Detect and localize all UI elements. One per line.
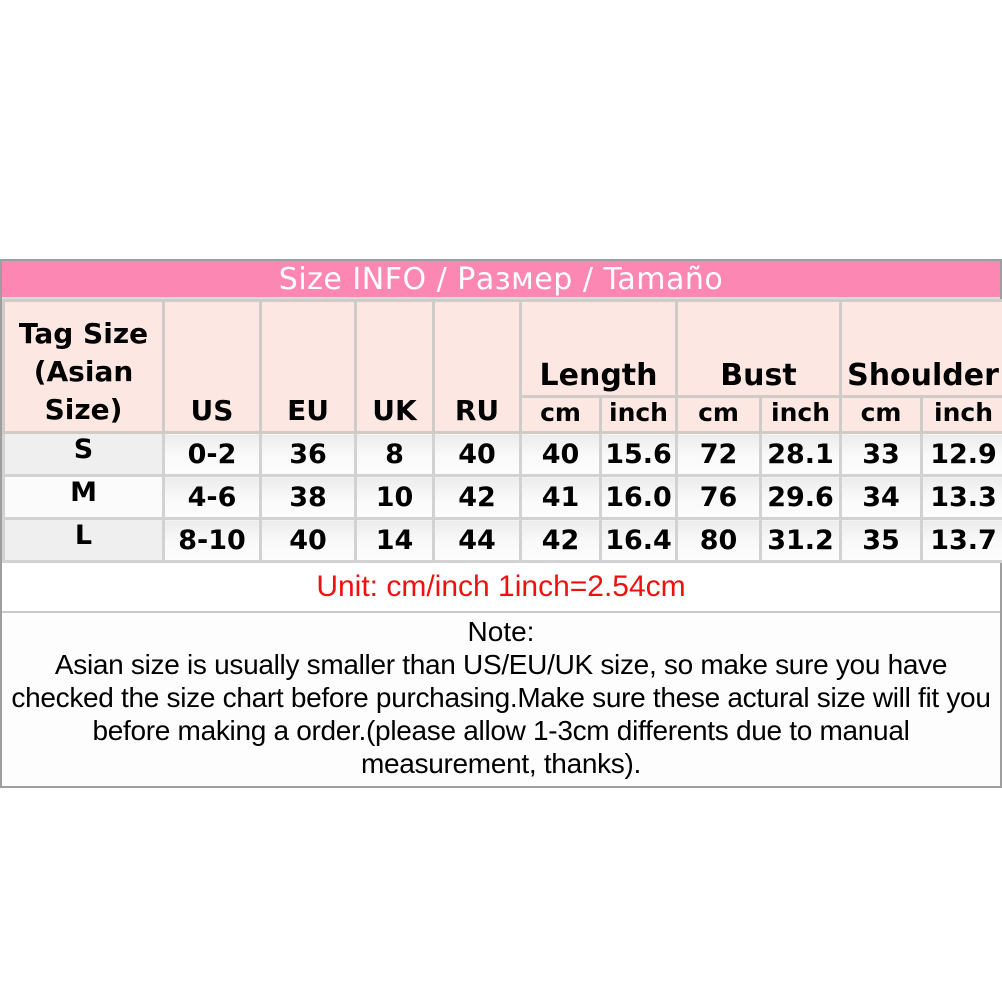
shoulder-inch-cell: 13.7 <box>922 519 1002 562</box>
unit-note: Unit: cm/inch 1inch=2.54cm <box>2 563 1000 613</box>
bust-inch-cell: 28.1 <box>761 433 841 476</box>
eu-cell: 38 <box>261 476 356 519</box>
eu-cell: 40 <box>261 519 356 562</box>
bust-inch-header: inch <box>761 397 841 433</box>
length-inch-cell: 16.4 <box>601 519 677 562</box>
us-cell: 8-10 <box>164 519 261 562</box>
bust-inch-cell: 29.6 <box>761 476 841 519</box>
header-row-groups <box>4 301 1002 397</box>
size-chart <box>0 259 1002 788</box>
uk-cell: 10 <box>356 476 434 519</box>
shoulder-inch-cell: 13.3 <box>922 476 1002 519</box>
us-cell: 4-6 <box>164 476 261 519</box>
us-header: US <box>164 301 261 433</box>
bust-cm-cell: 76 <box>677 476 761 519</box>
shoulder-cm-cell: 34 <box>841 476 922 519</box>
note-text: Asian size is usually smaller than US/EU/UK size, so make sure you have checked the size chart before purchasing.Make sure these actural size will fit you before making a order.(please allow 1-3cm differents due to manual measurement, thanks). <box>11 649 991 779</box>
bust-header: Bust <box>677 301 841 397</box>
eu-cell: 36 <box>261 433 356 476</box>
table-row-m <box>4 476 1002 519</box>
length-cm-cell: 41 <box>521 476 601 519</box>
uk-cell: 14 <box>356 519 434 562</box>
length-cm-cell: 42 <box>521 519 601 562</box>
length-inch-header: inch <box>601 397 677 433</box>
length-cm-header: cm <box>521 397 601 433</box>
shoulder-header: Shoulder <box>841 301 1002 397</box>
uk-cell: 8 <box>356 433 434 476</box>
length-inch-cell: 15.6 <box>601 433 677 476</box>
bust-cm-cell: 72 <box>677 433 761 476</box>
ru-cell: 40 <box>434 433 521 476</box>
shoulder-inch-header: inch <box>922 397 1002 433</box>
ru-cell: 42 <box>434 476 521 519</box>
bust-inch-cell: 31.2 <box>761 519 841 562</box>
shoulder-cm-header: cm <box>841 397 922 433</box>
size-chart-title: Size INFO / Размер / Tamaño <box>2 261 1000 299</box>
length-inch-cell: 16.0 <box>601 476 677 519</box>
us-cell: 0-2 <box>164 433 261 476</box>
table-row-l <box>4 519 1002 562</box>
length-header: Length <box>521 301 677 397</box>
eu-header: EU <box>261 301 356 433</box>
note-label: Note: <box>467 616 535 647</box>
shoulder-inch-cell: 12.9 <box>922 433 1002 476</box>
length-cm-cell: 40 <box>521 433 601 476</box>
tag-size-header: Tag Size (Asian Size) <box>4 301 164 433</box>
shoulder-cm-cell: 33 <box>841 433 922 476</box>
shoulder-cm-cell: 35 <box>841 519 922 562</box>
size-table <box>2 299 1002 563</box>
size-cell: S <box>4 433 164 476</box>
ru-header: RU <box>434 301 521 433</box>
note-section <box>2 613 1000 786</box>
bust-cm-header: cm <box>677 397 761 433</box>
bust-cm-cell: 80 <box>677 519 761 562</box>
ru-cell: 44 <box>434 519 521 562</box>
table-row-s <box>4 433 1002 476</box>
uk-header: UK <box>356 301 434 433</box>
size-cell: L <box>4 519 164 562</box>
size-cell: M <box>4 476 164 519</box>
